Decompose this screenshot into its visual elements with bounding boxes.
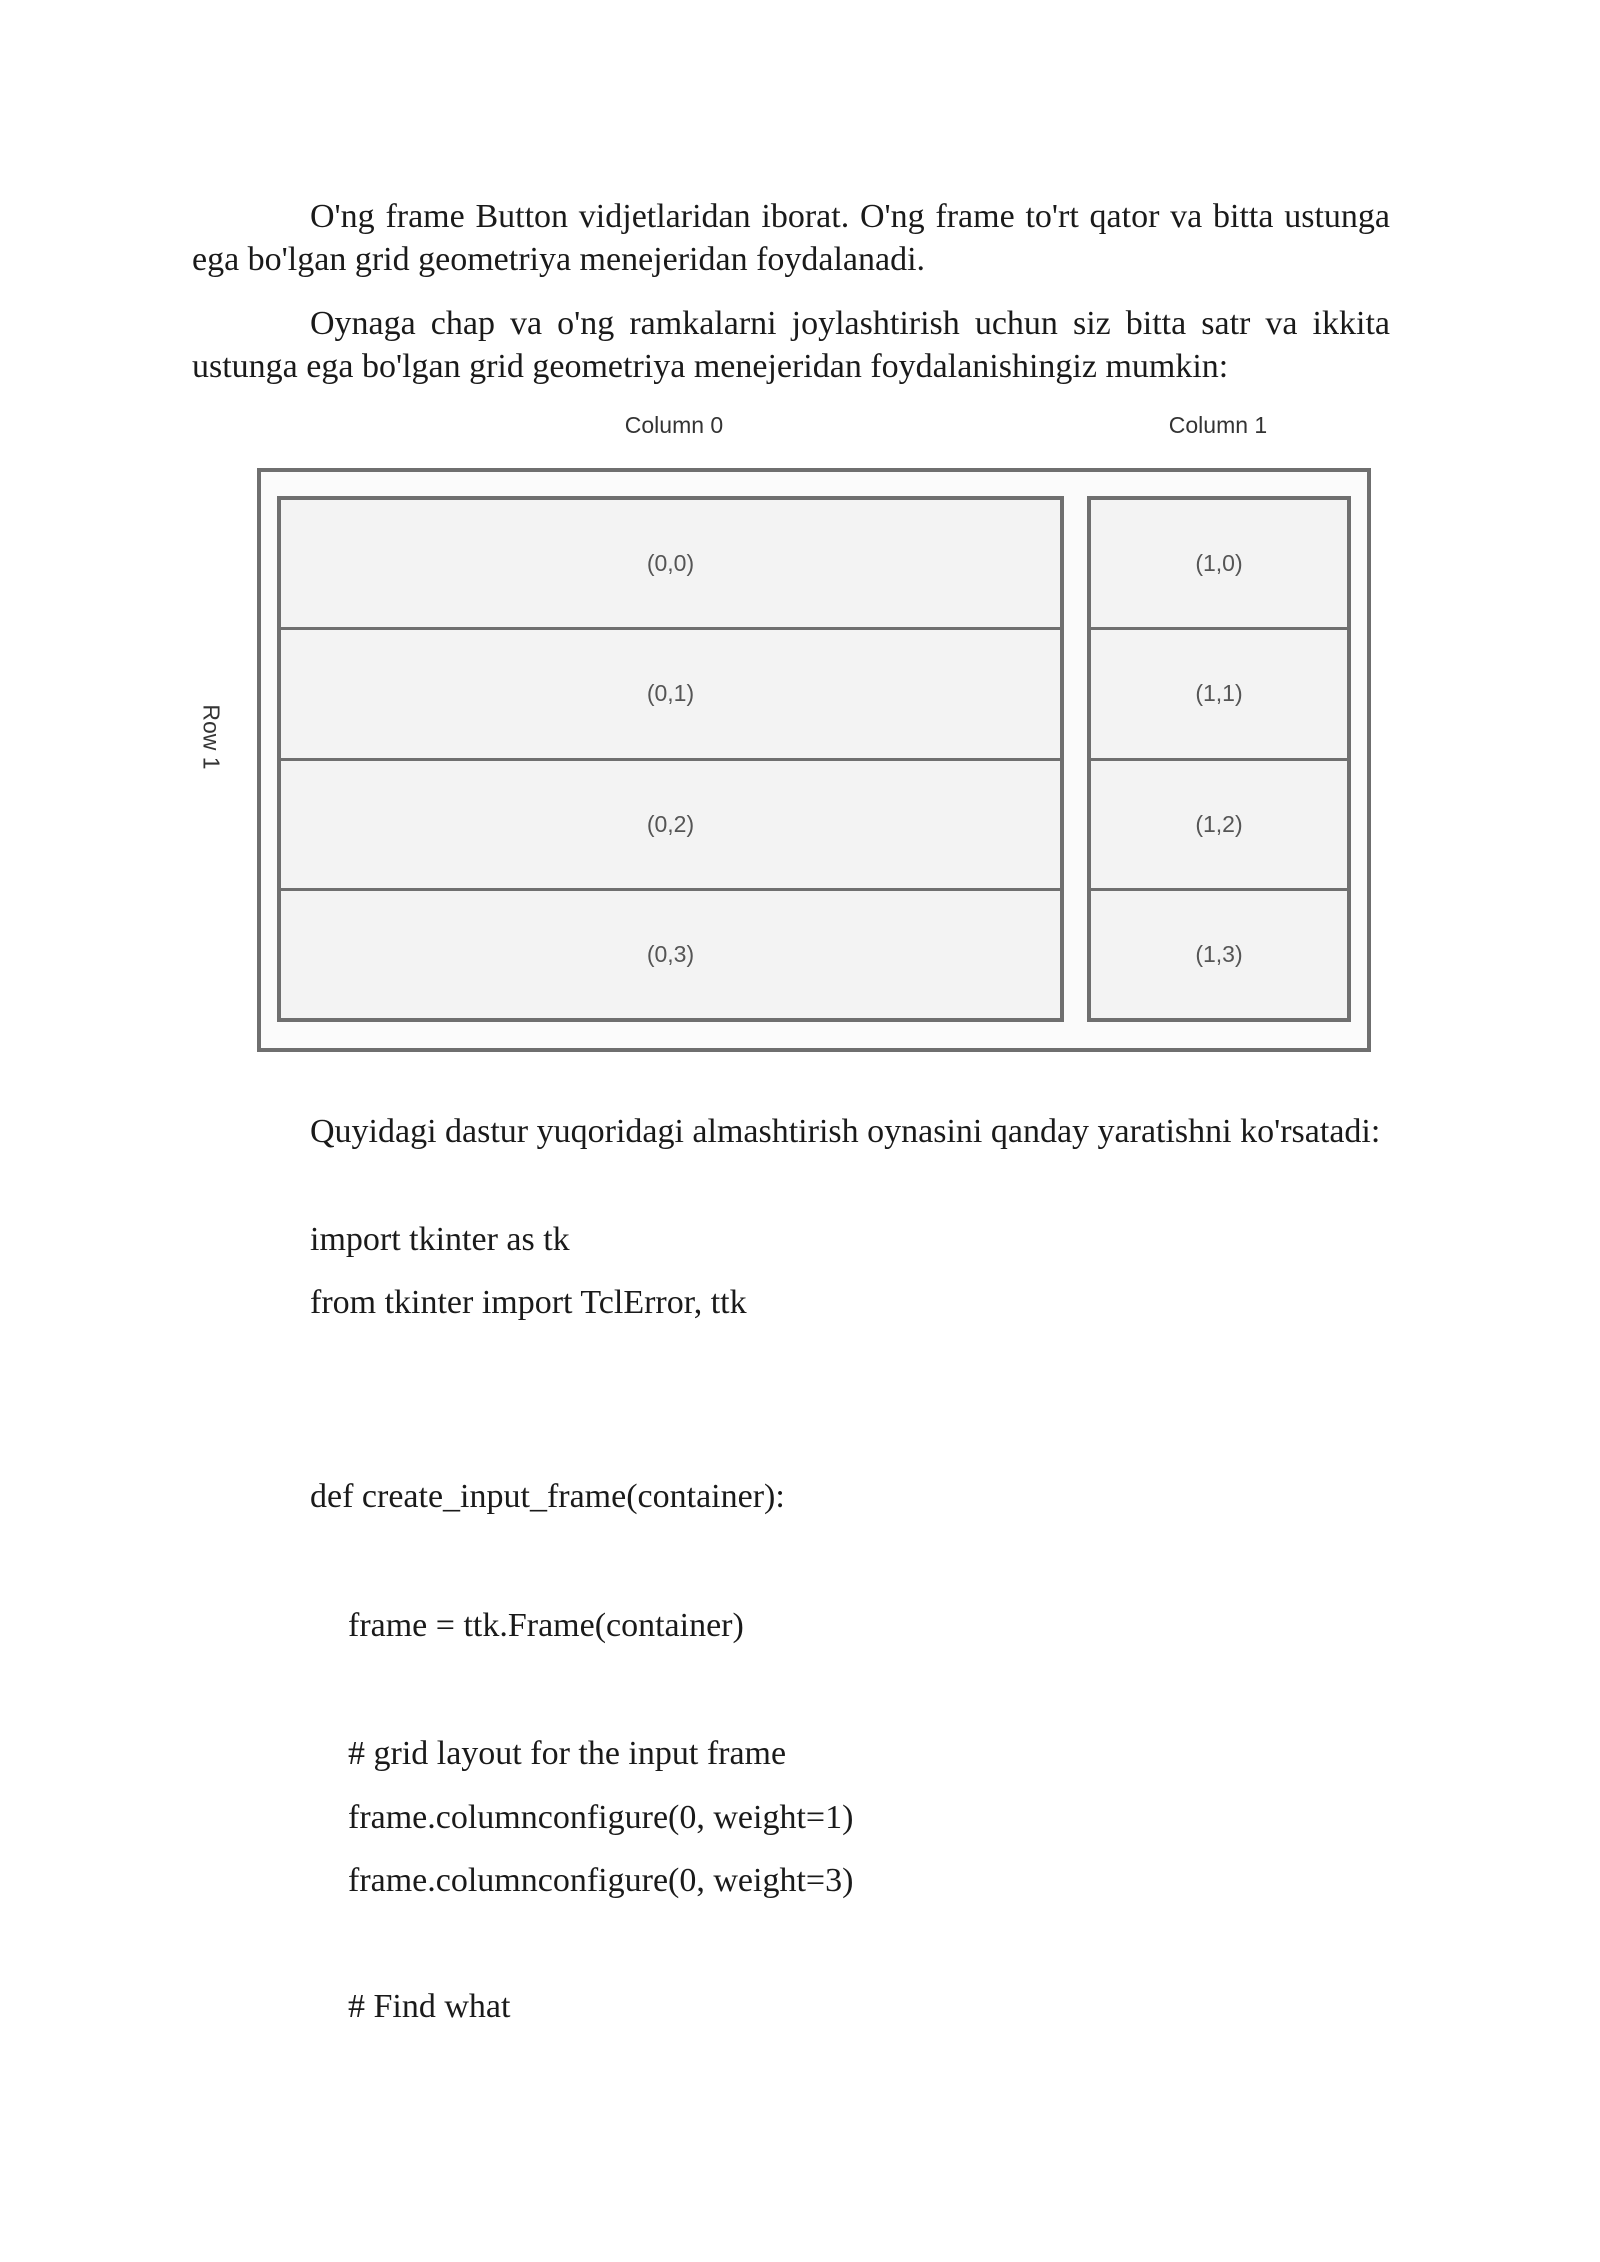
column-0-label: Column 0 [624,412,724,438]
column-0-frame [277,496,1064,1022]
code-line: from tkinter import TclError, ttk [310,1284,747,1321]
paragraph-3: Quyidagi dastur yuqoridagi almashtirish oynasini qanday yaratishni ko'rsatadi: [310,1113,1381,1150]
code-line: # grid layout for the input frame [348,1735,787,1772]
grid-cell: (0,3) [281,888,1060,1018]
paragraph-2: Oynaga chap va o'ng ramkalarni joylashtirish uchun siz bitta satr va ikkita ustunga ega bo'lgan grid geometriya menejeridan foydalanishingiz mumkin: [192,305,1390,385]
paragraph-1: O'ng frame Button vidjetlaridan iborat. O'ng frame to'rt qator va bitta ustunga ega bo'lgan grid geometriya menejeridan foydalanadi. [192,198,1390,278]
grid-cell: (0,0) [281,500,1060,627]
code-line: # Find what [348,1988,511,2025]
grid-cell: (1,0) [1091,500,1347,627]
column-1-frame [1087,496,1351,1022]
grid-cell: (1,3) [1091,888,1347,1018]
grid-cell: (0,1) [281,627,1060,757]
grid-cell: (1,1) [1091,627,1347,757]
column-1-label: Column 1 [1168,412,1268,438]
code-line: frame = ttk.Frame(container) [348,1607,744,1644]
code-line: def create_input_frame(container): [310,1478,785,1515]
code-line: import tkinter as tk [310,1221,570,1258]
grid-cell: (1,2) [1091,758,1347,888]
grid-cell: (0,2) [281,758,1060,888]
code-line: frame.columnconfigure(0, weight=1) [348,1799,854,1836]
code-line: frame.columnconfigure(0, weight=3) [348,1862,854,1899]
row-label: Row 1 [198,704,225,770]
